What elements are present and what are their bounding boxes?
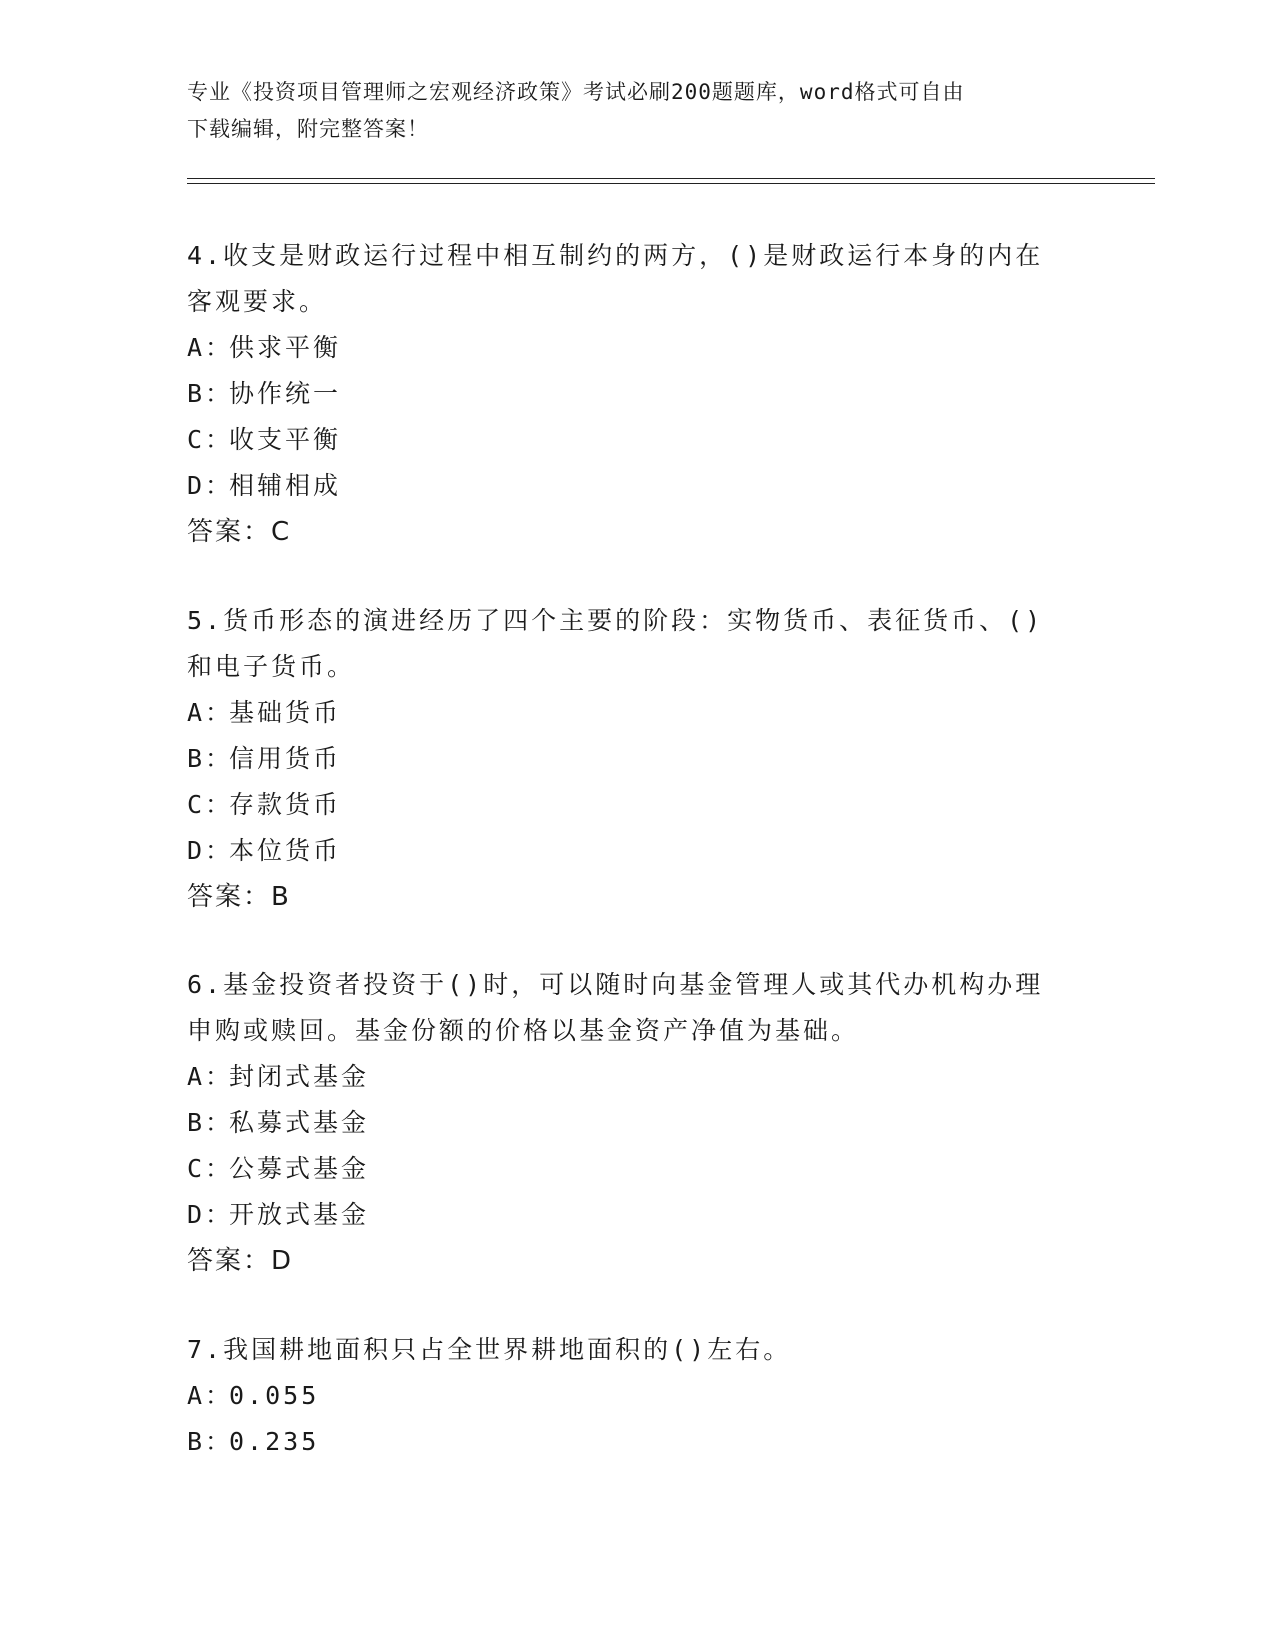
option-b [187, 736, 1087, 782]
option-letter: C： [187, 1154, 234, 1183]
option-text: 本位货币 [229, 836, 342, 865]
option-letter: A： [187, 1381, 234, 1410]
option-text: 0.055 [229, 1381, 320, 1410]
option-letter: B： [187, 379, 234, 408]
document-header [187, 74, 1087, 148]
option-letter: A： [187, 1062, 234, 1091]
option-b [187, 1419, 1087, 1465]
option-text: 协作统一 [229, 379, 342, 408]
option-text: 相辅相成 [229, 471, 342, 500]
option-text: 供求平衡 [229, 333, 342, 362]
option-letter: B： [187, 1427, 234, 1456]
option-letter: D： [187, 471, 234, 500]
option-text: 私募式基金 [229, 1108, 370, 1137]
option-b [187, 371, 1087, 417]
option-letter: C： [187, 790, 234, 819]
header-divider-bottom [187, 183, 1155, 184]
question-5 [187, 598, 1087, 920]
option-letter: A： [187, 333, 234, 362]
option-d [187, 463, 1087, 509]
option-a [187, 1373, 1087, 1419]
question-6 [187, 962, 1087, 1284]
option-a [187, 690, 1087, 736]
header-divider-top [187, 178, 1155, 179]
question-stem-continued: 客观要求。 [187, 287, 328, 316]
option-letter: B： [187, 744, 234, 773]
option-letter: A： [187, 698, 234, 727]
question-4 [187, 233, 1087, 555]
option-text: 0.235 [229, 1427, 320, 1456]
option-c [187, 417, 1087, 463]
option-letter: B： [187, 1108, 234, 1137]
option-letter: D： [187, 1200, 234, 1229]
question-stem-continued: 和电子货币。 [187, 652, 356, 681]
option-letter: D： [187, 836, 234, 865]
header-line-1: 专业《投资项目管理师之宏观经济政策》考试必刷200题题库，word格式可自由 [187, 80, 965, 104]
option-c [187, 1146, 1087, 1192]
question-stem-continued: 申购或赎回。基金份额的价格以基金资产净值为基础。 [187, 1016, 860, 1045]
option-c [187, 782, 1087, 828]
question-stem: 6.基金投资者投资于()时，可以随时向基金管理人或其代办机构办理 [187, 970, 1044, 999]
option-text: 收支平衡 [229, 425, 342, 454]
answer: 答案：B [187, 882, 291, 912]
option-d [187, 828, 1087, 874]
option-text: 基础货币 [229, 698, 342, 727]
question-stem: 7.我国耕地面积只占全世界耕地面积的()左右。 [187, 1335, 792, 1364]
header-line-2: 下载编辑，附完整答案！ [187, 117, 429, 141]
option-text: 开放式基金 [229, 1200, 370, 1229]
option-text: 公募式基金 [229, 1154, 370, 1183]
answer: 答案：C [187, 517, 292, 547]
question-7 [187, 1327, 1087, 1465]
option-d [187, 1192, 1087, 1238]
answer: 答案：D [187, 1246, 294, 1276]
option-letter: C： [187, 425, 234, 454]
option-a [187, 325, 1087, 371]
question-stem: 4.收支是财政运行过程中相互制约的两方，()是财政运行本身的内在 [187, 241, 1044, 270]
option-text: 封闭式基金 [229, 1062, 370, 1091]
option-text: 信用货币 [229, 744, 342, 773]
question-stem: 5.货币形态的演进经历了四个主要的阶段：实物货币、表征货币、() [187, 606, 1044, 635]
option-text: 存款货币 [229, 790, 342, 819]
option-a [187, 1054, 1087, 1100]
option-b [187, 1100, 1087, 1146]
